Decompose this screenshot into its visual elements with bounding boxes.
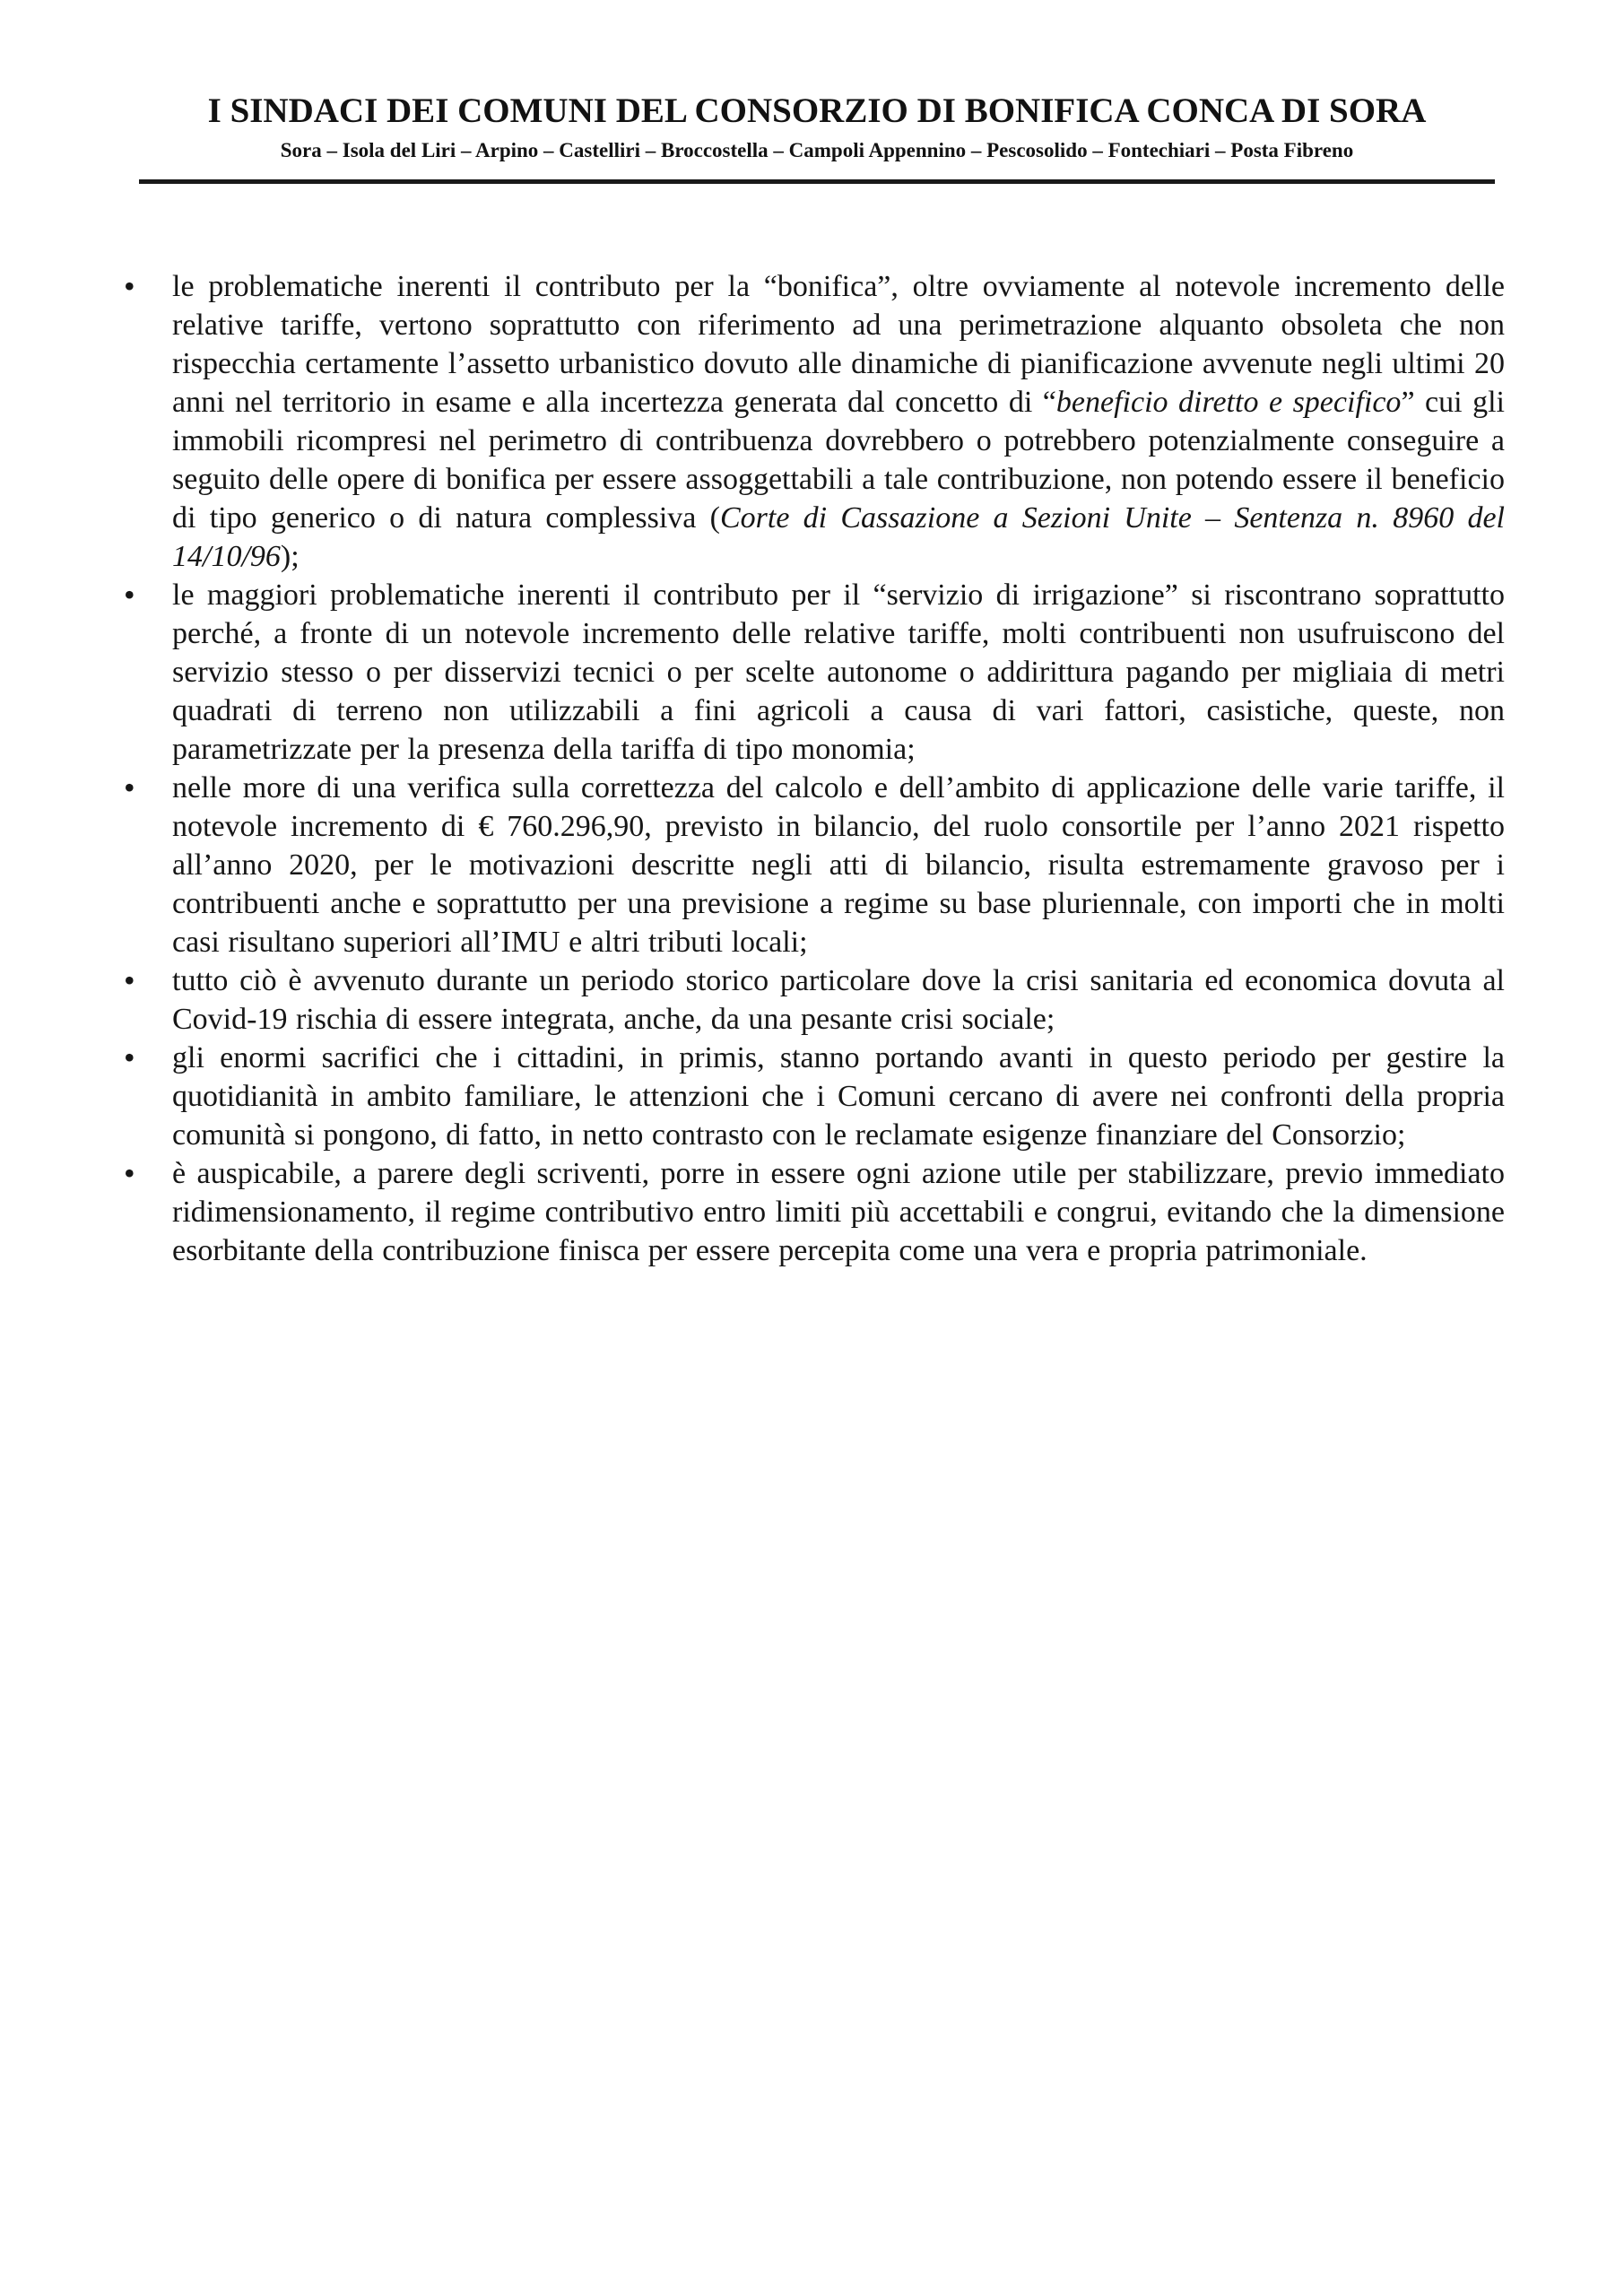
bullet-icon: • [124,770,135,805]
bullet-text: le problematiche inerenti il contributo per la “bonifica”, oltre ovviamente al notevole incremento delle relative tariffe, vertono soprattutto con riferimento ad una perimetrazione alquanto obsoleta che non rispecchia certamente l’assetto urbanistico dovuto alle dinamiche di pianificazione avvenute negli ultimi 20 anni nel territorio in esame e alla incertezza generata dal concetto di “beneficio diretto e specifico” cui gli immobili ricompresi nel perimetro di contribuenza dovrebbero o potrebbero potenzialmente conseguire a seguito delle opere di bonifica per essere assoggettabili a tale contribuzione, non potendo essere il beneficio di tipo generico o di natura complessiva (Corte di Cassazione a Sezioni Unite – Sentenza n. 8960 del 14/10/96); [172,270,1506,573]
bullet-text: nelle more di una verifica sulla correttezza del calcolo e dell’ambito di applicazione delle varie tariffe, il notevole incremento di € 760.296,90, previsto in bilancio, del ruolo consortile per l’anno 2021 rispetto all’anno 2020, per le motivazioni descritte negli atti di bilancio, risulta estremamente gravoso per i contribuenti anche e soprattutto per una previsione a regime su base pluriennale, con importi che in molti casi risultano superiori all’IMU e altri tributi locali; [172,771,1505,959]
list-item [124,769,1505,961]
bullet-icon: • [124,1039,135,1075]
list-item [124,961,1505,1039]
bullet-list [124,267,1505,1270]
list-item [124,1154,1505,1270]
bullet-text: è auspicabile, a parere degli scriventi, porre in essere ogni azione utile per stabilizzare, previo immediato ridimensionamento, il regime contributivo entro limiti più accettabili e congrui, evitando che la dimensione esorbitante della contribuzione finisca per essere percepita come una vera e propria patrimoniale. [172,1157,1505,1267]
bullet-text: tutto ciò è avvenuto durante un periodo storico particolare dove la crisi sanitaria ed economica dovuta al Covid-19 rischia di essere integrata, anche, da una pesante crisi sociale; [172,964,1505,1036]
bullet-icon: • [124,268,135,304]
bullet-text: gli enormi sacrifici che i cittadini, in primis, stanno portando avanti in questo periodo per gestire la quotidianità in ambito familiare, le attenzioni che i Comuni cercano di avere nei confronti della propria comunità si pongono, di fatto, in netto contrasto con le reclamate esigenze finanziare del Consorzio; [172,1041,1505,1152]
header-divider [139,179,1495,184]
bullet-icon: • [124,577,135,613]
list-item [124,1039,1505,1154]
letterhead [139,0,1495,184]
list-item [124,267,1505,576]
bullet-icon: • [124,962,135,998]
bullet-icon: • [124,1155,135,1191]
bullet-text: le maggiori problematiche inerenti il contributo per il “servizio di irrigazione” si riscontrano soprattutto perché, a fronte di un notevole incremento delle relative tariffe, molti contribuenti non usufruiscono del servizio stesso o per disservizi tecnici o per scelte autonome o addirittura pagando per migliaia di metri quadrati di terreno non utilizzabili a fini agricoli a causa di vari fattori, casistiche, queste, non parametrizzate per la presenza della tariffa di tipo monomia; [172,578,1505,766]
page-title: I SINDACI DEI COMUNI DEL CONSORZIO DI BONIFICA CONCA DI SORA [207,91,1427,130]
list-item [124,576,1505,769]
page-subtitle: Sora – Isola del Liri – Arpino – Castelliri – Broccostella – Campoli Appennino – Pescosolido – Fontechiari – Posta Fibreno [280,139,1354,161]
